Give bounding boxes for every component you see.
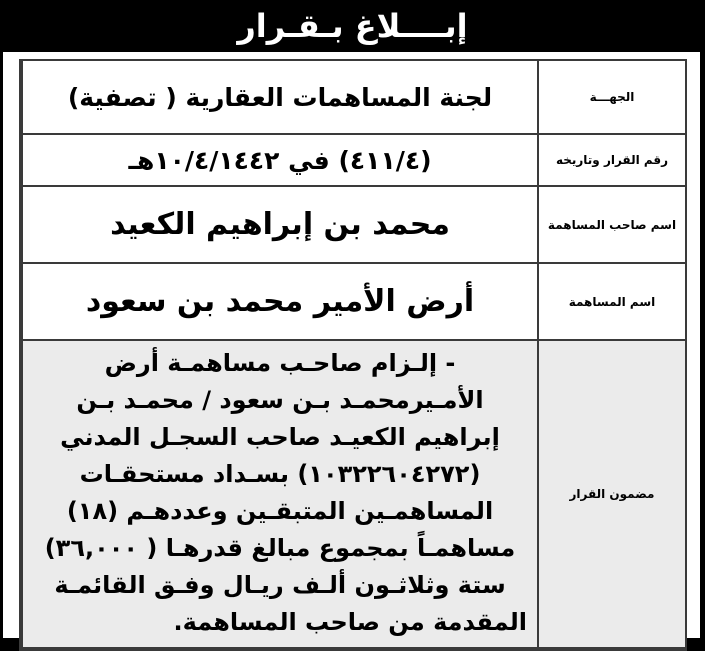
label-owner-name: اسم صاحب المساهمة bbox=[538, 186, 686, 263]
row-contribution-name bbox=[21, 263, 686, 340]
label-authority: الجهـــة bbox=[538, 60, 686, 134]
label-decision-number: رقم القرار وتاريخه bbox=[538, 134, 686, 186]
row-owner-name bbox=[21, 186, 686, 263]
banner-title: إبــــلاغ بـقـرار bbox=[237, 7, 468, 45]
row-decision-content bbox=[21, 340, 686, 649]
notice-paper bbox=[3, 52, 700, 638]
row-decision-number bbox=[21, 134, 686, 186]
banner bbox=[0, 0, 705, 52]
value-owner-name: محمد بن إبراهيم الكعيد bbox=[21, 186, 538, 263]
value-authority: لجنة المساهمات العقارية ( تصفية) bbox=[21, 60, 538, 134]
value-contribution-name: أرض الأمير محمد بن سعود bbox=[21, 263, 538, 340]
label-decision-content: مضمون القرار bbox=[538, 340, 686, 649]
decision-table bbox=[19, 59, 687, 651]
row-authority bbox=[21, 60, 686, 134]
value-decision-number: (٤١١/٤) في ١٠/٤/١٤٤٢هـ bbox=[21, 134, 538, 186]
label-contribution-name: اسم المساهمة bbox=[538, 263, 686, 340]
value-decision-content: - إلـزام صاحـب مساهمـة أرض الأمـيرمحمـد بـن سعود / محمـد بـن إبراهيم الكعيـد صاحب السجـل المدني (١٠٣٢٢٦٠٤٢٧٢) بسـداد مستحقـات المساهمـين المتبقـين وعددهـم (١٨) مساهمـاً بمجموع مبالغ قدرهـا ( ٣٦,٠٠٠) ستة وثلاثـون ألـف ريـال وفـق القائمـة المقدمة من صاحب المساهمة. bbox=[21, 340, 538, 649]
